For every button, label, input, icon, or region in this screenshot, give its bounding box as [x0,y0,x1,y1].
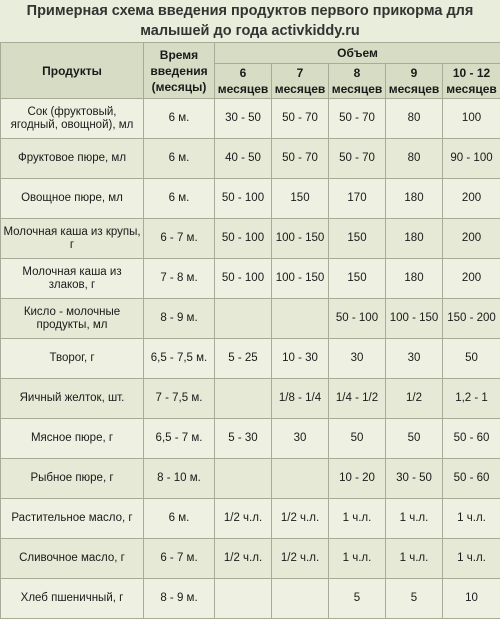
volume-cell: 200 [443,179,500,219]
intro-time: 6 - 7 м. [144,219,215,259]
volume-cell: 80 [386,139,443,179]
volume-cell: 1/8 - 1/4 [272,379,329,419]
volume-cell: 10 - 30 [272,339,329,379]
volume-cell: 180 [386,259,443,299]
header-time: Время введения (месяцы) [144,43,215,99]
volume-cell: 1/2 ч.л. [272,499,329,539]
volume-cell: 100 - 150 [272,259,329,299]
volume-cell: 50 [443,339,500,379]
volume-cell: 100 - 150 [272,219,329,259]
volume-cell: 100 - 150 [386,299,443,339]
table-row [1,219,500,259]
title-line-2: малышей до года activkiddy.ru [140,23,360,39]
volume-cell: 50 - 60 [443,459,500,499]
volume-cell: 10 - 20 [329,459,386,499]
volume-cell: 1/2 ч.л. [215,539,272,579]
table-row [1,379,500,419]
product-name: Фруктовое пюре, мл [1,139,144,179]
volume-cell: 50 - 60 [443,419,500,459]
product-name: Сливочное масло, г [1,539,144,579]
volume-cell: 1/2 ч.л. [272,539,329,579]
volume-cell: 10 [443,579,500,619]
table-row [1,539,500,579]
intro-time: 6 м. [144,499,215,539]
header-month-10-12: 10 - 12 месяцев [443,64,500,99]
intro-time: 6,5 - 7 м. [144,419,215,459]
volume-cell: 5 [386,579,443,619]
volume-cell: 5 - 30 [215,419,272,459]
volume-cell: 200 [443,259,500,299]
volume-cell: 150 [272,179,329,219]
intro-time: 6 м. [144,179,215,219]
header-month-8: 8 месяцев [329,64,386,99]
volume-cell [272,459,329,499]
table-row [1,299,500,339]
volume-cell: 1 ч.л. [443,539,500,579]
volume-cell [215,299,272,339]
volume-cell: 150 [329,259,386,299]
volume-cell: 50 - 100 [329,299,386,339]
volume-cell: 5 [329,579,386,619]
volume-cell: 30 [272,419,329,459]
volume-cell: 30 - 50 [215,99,272,139]
intro-time: 7 - 8 м. [144,259,215,299]
volume-cell [272,579,329,619]
intro-time: 6,5 - 7,5 м. [144,339,215,379]
volume-cell [215,459,272,499]
header-month-7: 7 месяцев [272,64,329,99]
table-body [1,99,500,619]
volume-cell: 1,2 - 1 [443,379,500,419]
volume-cell: 40 - 50 [215,139,272,179]
volume-cell: 50 - 70 [329,139,386,179]
volume-cell: 30 [329,339,386,379]
header-volume: Объем [215,43,500,64]
header-month-9: 9 месяцев [386,64,443,99]
table-row [1,99,500,139]
header-month-6: 6 месяцев [215,64,272,99]
volume-cell: 200 [443,219,500,259]
intro-time: 8 - 9 м. [144,579,215,619]
table-row [1,139,500,179]
table-row [1,419,500,459]
feeding-schedule-table [0,42,500,619]
title-line-1: Примерная схема введения продуктов первого прикорма для [26,3,474,19]
volume-cell: 170 [329,179,386,219]
table-row [1,179,500,219]
volume-cell: 50 [386,419,443,459]
table-row [1,259,500,299]
volume-cell: 50 - 100 [215,219,272,259]
volume-cell: 150 - 200 [443,299,500,339]
intro-time: 6 м. [144,99,215,139]
page-title [0,0,500,42]
volume-cell: 100 [443,99,500,139]
volume-cell: 1 ч.л. [386,539,443,579]
product-name: Хлеб пшеничный, г [1,579,144,619]
product-name: Рыбное пюре, г [1,459,144,499]
volume-cell: 50 - 100 [215,179,272,219]
intro-time: 6 - 7 м. [144,539,215,579]
volume-cell: 150 [329,219,386,259]
volume-cell: 50 - 70 [272,99,329,139]
volume-cell: 1/4 - 1/2 [329,379,386,419]
intro-time: 8 - 9 м. [144,299,215,339]
volume-cell: 1 ч.л. [329,539,386,579]
volume-cell [215,579,272,619]
product-name: Овощное пюре, мл [1,179,144,219]
intro-time: 6 м. [144,139,215,179]
volume-cell: 80 [386,99,443,139]
product-name: Кисло - молочные продукты, мл [1,299,144,339]
volume-cell: 180 [386,179,443,219]
volume-cell: 1/2 [386,379,443,419]
product-name: Мясное пюре, г [1,419,144,459]
product-name: Творог, г [1,339,144,379]
volume-cell [215,379,272,419]
volume-cell: 1 ч.л. [386,499,443,539]
table-row [1,459,500,499]
volume-cell: 5 - 25 [215,339,272,379]
volume-cell: 50 [329,419,386,459]
volume-cell: 180 [386,219,443,259]
volume-cell: 30 - 50 [386,459,443,499]
intro-time: 7 - 7,5 м. [144,379,215,419]
product-name: Растительное масло, г [1,499,144,539]
header-products: Продукты [1,43,144,99]
table-row [1,579,500,619]
volume-cell: 50 - 70 [272,139,329,179]
product-name: Сок (фруктовый, ягодный, овощной), мл [1,99,144,139]
volume-cell [272,299,329,339]
table-row [1,339,500,379]
volume-cell: 50 - 100 [215,259,272,299]
product-name: Яичный желток, шт. [1,379,144,419]
volume-cell: 1 ч.л. [329,499,386,539]
intro-time: 8 - 10 м. [144,459,215,499]
product-name: Молочная каша из злаков, г [1,259,144,299]
table-row [1,499,500,539]
volume-cell: 1 ч.л. [443,499,500,539]
volume-cell: 50 - 70 [329,99,386,139]
volume-cell: 1/2 ч.л. [215,499,272,539]
volume-cell: 30 [386,339,443,379]
product-name: Молочная каша из крупы, г [1,219,144,259]
volume-cell: 90 - 100 [443,139,500,179]
